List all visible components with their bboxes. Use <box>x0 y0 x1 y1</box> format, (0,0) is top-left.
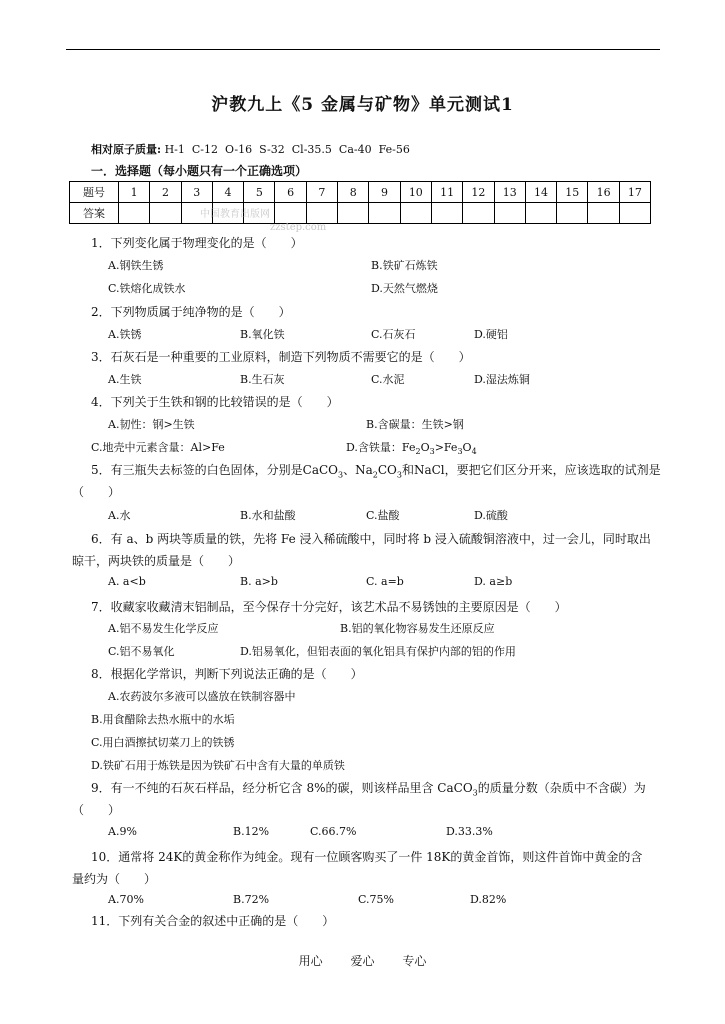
question-6-stem-cont: 晾干，两块铁的质量是（ ） <box>72 554 241 568</box>
q8-option-a: A.农药波尔多液可以盛放在铁制容器中 <box>108 690 296 703</box>
q1-option-a: A.钢铁生锈 <box>108 259 164 272</box>
q6-option-c: C. a=b <box>366 575 404 588</box>
q2-option-c: C.石灰石 <box>371 328 416 341</box>
question-number: 8 <box>338 182 369 203</box>
q4-option-a: A.韧性：钢>生铁 <box>108 418 195 431</box>
q8-option-c: C.用白酒擦拭切菜刀上的铁锈 <box>91 736 235 749</box>
q3-option-b: B.生石灰 <box>240 373 285 386</box>
q2-option-b: B.氧化铁 <box>240 328 285 341</box>
q8-option-b: B.用食醋除去热水瓶中的水垢 <box>91 713 235 726</box>
watermark-line: zzstep.com <box>270 222 327 233</box>
q9-option-b: B.12% <box>233 825 270 838</box>
answer-cell <box>494 203 525 224</box>
answer-table-number-row <box>70 182 651 203</box>
q9-option-d: D.33.3% <box>446 825 493 838</box>
question-3-stem: 3．石灰石是一种重要的工业原料，制造下列物质不需要它的是（ ） <box>91 350 471 364</box>
question-8-stem: 8．根据化学常识，判断下列说法正确的是（ ） <box>91 667 363 681</box>
q2-option-d: D.硬铝 <box>474 328 508 341</box>
number-header: 题号 <box>70 182 119 203</box>
question-number: 3 <box>181 182 212 203</box>
q10-option-a: A.70% <box>108 893 144 906</box>
answer-cell <box>619 203 650 224</box>
q1-option-c: C.铁熔化成铁水 <box>108 282 186 295</box>
question-6-stem: 6．有 a、b 两块等质量的铁，先将 Fe 浸入稀硫酸中，同时将 b 浸入硫酸铜溶液中，过一会儿，同时取出 <box>91 532 651 546</box>
header-rule <box>66 49 660 50</box>
q8-option-d: D.铁矿石用于炼铁是因为铁矿石中含有大量的单质铁 <box>91 759 345 772</box>
q7-option-b: B.铝的氧化物容易发生还原反应 <box>340 622 495 635</box>
document-title: 沪教九上《5 金属与矿物》单元测试1 <box>211 95 514 115</box>
answer-cell <box>150 203 181 224</box>
q7-option-a: A.铝不易发生化学反应 <box>108 622 219 635</box>
question-number: 6 <box>275 182 306 203</box>
q4-option-c: C.地壳中元素含量：Al>Fe <box>91 441 225 454</box>
section-heading: 一．选择题（每小题只有一个正确选项） <box>91 164 308 178</box>
q10-option-d: D.82% <box>470 893 507 906</box>
question-number: 14 <box>525 182 556 203</box>
answer-table <box>69 181 651 224</box>
question-number: 2 <box>150 182 181 203</box>
answer-cell <box>400 203 431 224</box>
question-number: 12 <box>463 182 494 203</box>
q4-option-d: D.含铁量：$Fe_2O_3>Fe_3O_4$ <box>346 441 477 457</box>
answer-header: 答案 <box>70 203 119 224</box>
q3-option-c: C.水泥 <box>371 373 405 386</box>
question-number: 13 <box>494 182 525 203</box>
question-11-stem: 11．下列有关合金的叙述中正确的是（ ） <box>91 914 335 928</box>
atomic-masses-label: 相对原子质量: <box>91 143 162 156</box>
question-number: 5 <box>244 182 275 203</box>
question-2-stem: 2．下列物质属于纯净物的是（ ） <box>91 305 291 319</box>
question-number: 1 <box>119 182 150 203</box>
q5-option-d: D.硫酸 <box>474 509 508 522</box>
q4-option-b: B.含碳量：生铁>钢 <box>366 418 464 431</box>
question-5-stem-cont: （ ） <box>72 485 121 499</box>
answer-table-answer-row <box>70 203 651 224</box>
footer <box>0 952 725 969</box>
question-number: 7 <box>306 182 337 203</box>
question-number: 15 <box>557 182 588 203</box>
q10-option-b: B.72% <box>233 893 270 906</box>
question-number: 16 <box>588 182 619 203</box>
question-10-stem-cont: 量约为（ ） <box>72 872 157 886</box>
question-4-stem: 4．下列关于生铁和钢的比较错误的是（ ） <box>91 395 339 409</box>
question-9-stem: 9．有一不纯的石灰石样品，经分析它含 8%的碳，则该样品里含 CaCO$_3$的质量分数（杂质中不含碳）为 <box>91 781 646 798</box>
answer-cell <box>431 203 462 224</box>
answer-cell <box>463 203 494 224</box>
answer-cell <box>119 203 150 224</box>
question-1-stem: 1．下列变化属于物理变化的是（ ） <box>91 236 303 250</box>
answer-cell <box>338 203 369 224</box>
q5-option-b: B.水和盐酸 <box>240 509 296 522</box>
question-number: 10 <box>400 182 431 203</box>
question-number: 4 <box>212 182 243 203</box>
answer-cell <box>525 203 556 224</box>
q2-option-a: A.铁锈 <box>108 328 142 341</box>
answer-cell <box>588 203 619 224</box>
atomic-masses <box>91 141 410 157</box>
atomic-masses-values: H-1 C-12 O-16 S-32 Cl-35.5 Ca-40 Fe-56 <box>164 143 410 156</box>
q9-option-c: C.66.7% <box>310 825 357 838</box>
q6-option-a: A. a<b <box>108 575 146 588</box>
watermark-line: 中国教育出版网 <box>200 209 270 220</box>
answer-cell <box>369 203 400 224</box>
question-10-stem: 10．通常将 24K的黄金称作为纯金。现有一位顾客购买了一件 18K的黄金首饰，则这件首饰中黄金的含 <box>91 850 643 864</box>
question-number: 9 <box>369 182 400 203</box>
question-7-stem: 7．收藏家收藏清末铝制品，至今保存十分完好，该艺术品不易锈蚀的主要原因是（ ） <box>91 600 567 614</box>
footer-word: 用心 <box>298 954 323 968</box>
question-5-stem: 5．有三瓶失去标签的白色固体，分别是CaCO$_3$、$Na_2CO_3$和NaCl，要把它们区分开来，应该选取的试剂是 <box>91 463 661 480</box>
question-number: 11 <box>431 182 462 203</box>
q1-option-b: B.铁矿石炼铁 <box>371 259 438 272</box>
question-9-stem-cont: （ ） <box>72 803 121 817</box>
q7-option-d: D.铝易氧化，但铝表面的氧化铝具有保护内部的铝的作用 <box>240 645 516 658</box>
q6-option-d: D. a≥b <box>474 575 513 588</box>
watermark <box>200 208 326 234</box>
footer-word: 专心 <box>402 954 427 968</box>
footer-word: 爱心 <box>350 954 375 968</box>
answer-cell <box>557 203 588 224</box>
q3-option-a: A.生铁 <box>108 373 142 386</box>
q1-option-d: D.天然气燃烧 <box>371 282 438 295</box>
q3-option-d: D.湿法炼铜 <box>474 373 530 386</box>
q5-option-a: A.水 <box>108 509 131 522</box>
q9-option-a: A.9% <box>108 825 137 838</box>
q6-option-b: B. a>b <box>240 575 278 588</box>
q7-option-c: C.铝不易氧化 <box>108 645 175 658</box>
question-number: 17 <box>619 182 650 203</box>
q10-option-c: C.75% <box>358 893 394 906</box>
q5-option-c: C.盐酸 <box>366 509 400 522</box>
